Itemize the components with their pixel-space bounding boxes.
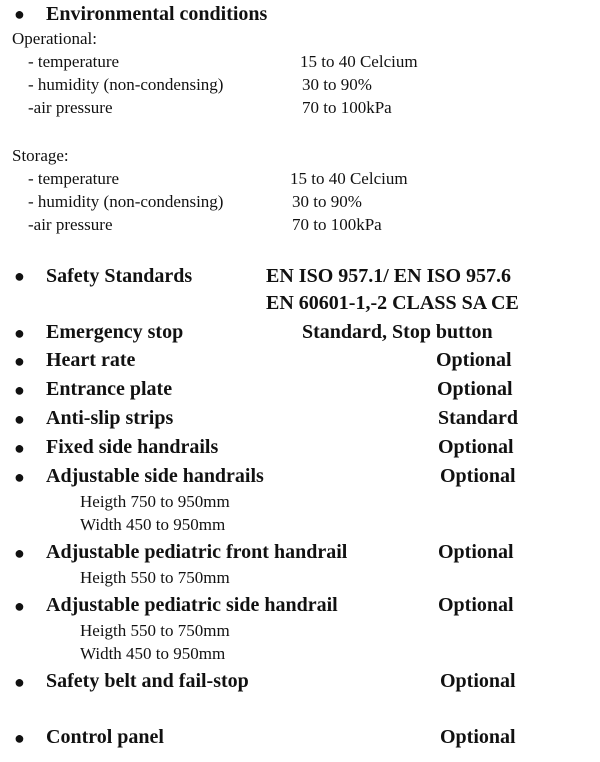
bullet-icon: ●	[14, 543, 25, 563]
bullet-icon: ●	[14, 266, 25, 286]
feature-label-emergency-stop: Emergency stop	[46, 321, 184, 343]
bullet-icon: ●	[14, 672, 25, 692]
feature-label-ped-side: Adjustable pediatric side handrail	[46, 594, 338, 616]
feature-value-heart-rate: Optional	[436, 349, 512, 371]
feature-label-control-panel: Control panel	[46, 726, 164, 748]
bullet-icon: ●	[14, 596, 25, 616]
st-humidity-label: - humidity (non-condensing)	[28, 192, 224, 211]
st-humidity-value: 30 to 90%	[292, 192, 362, 211]
feature-value-safety-belt: Optional	[440, 670, 516, 692]
op-temp-label: - temperature	[28, 52, 120, 71]
op-pressure-label: -air pressure	[28, 98, 113, 117]
feature-label-safety-belt: Safety belt and fail-stop	[46, 670, 249, 692]
feature-value-ped-side: Optional	[438, 594, 514, 616]
ped-front-note-height: Heigth 550 to 750mm	[80, 568, 230, 587]
op-pressure-value: 70 to 100kPa	[302, 98, 392, 117]
feature-label-fixed-side-handrails: Fixed side handrails	[46, 436, 219, 458]
bullet-icon: ●	[14, 409, 25, 429]
st-pressure-label: -air pressure	[28, 215, 113, 234]
bullet-icon: ●	[14, 4, 25, 24]
st-temp-value: 15 to 40 Celcium	[290, 169, 408, 188]
feature-value-ped-front: Optional	[438, 541, 514, 563]
feature-value-adj-side-handrails: Optional	[440, 465, 516, 487]
bullet-icon: ●	[14, 380, 25, 400]
storage-heading: Storage:	[12, 146, 69, 165]
feature-label-heart-rate: Heart rate	[46, 349, 136, 371]
feature-value-safety-standards: EN ISO 957.1/ EN ISO 957.6	[266, 265, 512, 287]
bullet-icon: ●	[14, 323, 25, 343]
bullet-icon: ●	[14, 351, 25, 371]
feature-label-safety-standards: Safety Standards	[46, 265, 193, 287]
feature-value-anti-slip: Standard	[438, 407, 519, 429]
op-humidity-value: 30 to 90%	[302, 75, 372, 94]
feature-value-fixed-side-handrails: Optional	[438, 436, 514, 458]
bullet-icon: ●	[14, 438, 25, 458]
bullet-icon: ●	[14, 467, 25, 487]
operational-heading: Operational:	[12, 29, 97, 48]
st-pressure-value: 70 to 100kPa	[292, 215, 382, 234]
bullet-icon: ●	[14, 728, 25, 748]
feature-value-emergency-stop: Standard, Stop button	[302, 321, 493, 343]
feature-label-anti-slip: Anti-slip strips	[46, 407, 174, 429]
feature-value-entrance-plate: Optional	[437, 378, 513, 400]
feature-value2-safety-standards: EN 60601-1,-2 CLASS SA CE	[266, 292, 519, 314]
feature-label-entrance-plate: Entrance plate	[46, 378, 173, 400]
env-title: Environmental conditions	[46, 3, 268, 25]
ped-side-note-height: Heigth 550 to 750mm	[80, 621, 230, 640]
op-temp-value: 15 to 40 Celcium	[300, 52, 418, 71]
adj-side-note-width: Width 450 to 950mm	[80, 515, 226, 534]
feature-value-control-panel: Optional	[440, 726, 516, 748]
st-temp-label: - temperature	[28, 169, 120, 188]
feature-label-ped-front: Adjustable pediatric front handrail	[46, 541, 348, 563]
ped-side-note-width: Width 450 to 950mm	[80, 644, 226, 663]
feature-label-adj-side-handrails: Adjustable side handrails	[46, 465, 264, 487]
adj-side-note-height: Heigth 750 to 950mm	[80, 492, 230, 511]
op-humidity-label: - humidity (non-condensing)	[28, 75, 224, 94]
